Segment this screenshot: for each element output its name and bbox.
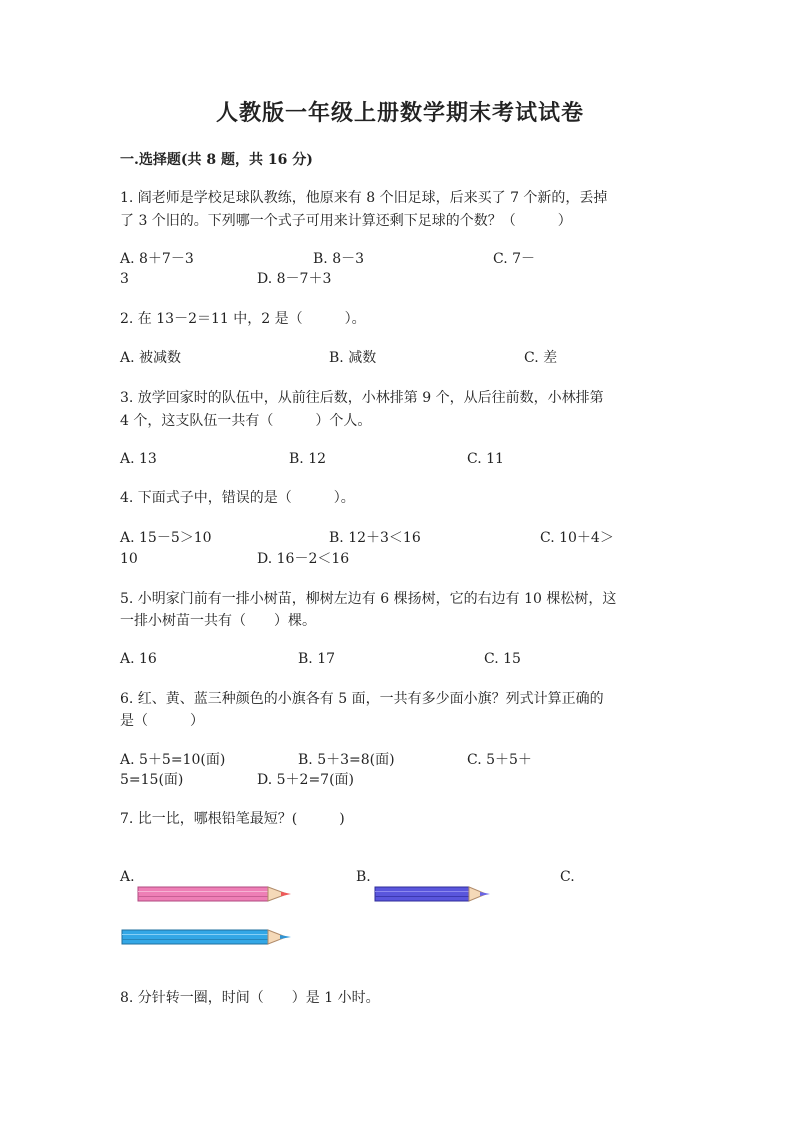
purple-pencil-image (374, 885, 492, 903)
question-1-line-1: 1. 阎老师是学校足球队教练，他原来有 8 个旧足球，后来买了 7 个新的，丢掉 (120, 190, 608, 206)
option-c[interactable]: C. 10＋4＞ (540, 530, 614, 546)
option-a[interactable]: A. 5＋5=10(面) (120, 752, 226, 768)
question-4-line-1: 4. 下面式子中，错误的是（ ）。 (120, 490, 355, 506)
question-6-line-2: 是（ ） (120, 713, 204, 729)
option-c[interactable]: C. 15 (484, 651, 521, 667)
option-b[interactable]: B. 12＋3＜16 (329, 530, 421, 546)
option-a[interactable]: A. 16 (120, 651, 157, 667)
option-d[interactable]: D. 16－2＜16 (257, 551, 350, 567)
question-7-line-1: 7. 比一比，哪根铅笔最短？( ) (120, 811, 345, 827)
question-5-line-1: 5. 小明家门前有一排小树苗，柳树左边有 6 棵扬树，它的右边有 10 棵松树，这 (120, 591, 617, 607)
question-1-line-2: 了 3 个旧的。下列哪一个式子可用来计算还剩下足球的个数？（ ） (120, 213, 572, 229)
question-8-line-1: 8. 分针转一圈，时间（ ）是 1 小时。 (120, 990, 380, 1006)
option-b[interactable]: B. 8－3 (313, 251, 365, 267)
option-b[interactable]: B. 减数 (329, 350, 377, 366)
option-c-continued: 5=15(面) (120, 772, 184, 788)
question-6-line-1: 6. 红、黄、蓝三种颜色的小旗各有 5 面，一共有多少面小旗？列式计算正确的 (120, 691, 604, 707)
option-b[interactable]: B. (356, 869, 371, 885)
question-2-line-1: 2. 在 13－2＝11 中，2 是（ ）。 (120, 311, 366, 327)
page-title: 人教版一年级上册数学期末考试试卷 (215, 100, 584, 126)
question-5-line-2: 一排小树苗一共有（ ）棵。 (120, 613, 316, 629)
option-c[interactable]: C. (560, 869, 575, 885)
blue-pencil-image (121, 928, 293, 946)
option-c-continued: 3 (120, 271, 129, 287)
question-3-line-2: 4 个，这支队伍一共有（ ）个人。 (120, 413, 372, 429)
option-a[interactable]: A. 15－5＞10 (120, 530, 212, 546)
option-c[interactable]: C. 5＋5＋ (467, 752, 532, 768)
option-b[interactable]: B. 5＋3=8(面) (298, 752, 395, 768)
pink-pencil-image (137, 885, 293, 903)
section-heading: 一.选择题(共 8 题，共 16 分) (120, 152, 313, 168)
option-a[interactable]: A. 被减数 (120, 350, 182, 366)
option-c[interactable]: C. 7－ (493, 251, 536, 267)
option-b[interactable]: B. 12 (289, 451, 327, 467)
option-d[interactable]: D. 8－7＋3 (257, 271, 332, 287)
option-c[interactable]: C. 11 (467, 451, 504, 467)
option-a[interactable]: A. 13 (120, 451, 157, 467)
option-b[interactable]: B. 17 (298, 651, 336, 667)
option-c[interactable]: C. 差 (524, 350, 558, 366)
option-a[interactable]: A. (120, 869, 135, 885)
option-c-continued: 10 (120, 551, 138, 567)
option-a[interactable]: A. 8＋7－3 (120, 251, 194, 267)
question-3-line-1: 3. 放学回家时的队伍中，从前往后数，小林排第 9 个，从后往前数，小林排第 (120, 390, 604, 406)
option-d[interactable]: D. 5＋2=7(面) (257, 772, 355, 788)
